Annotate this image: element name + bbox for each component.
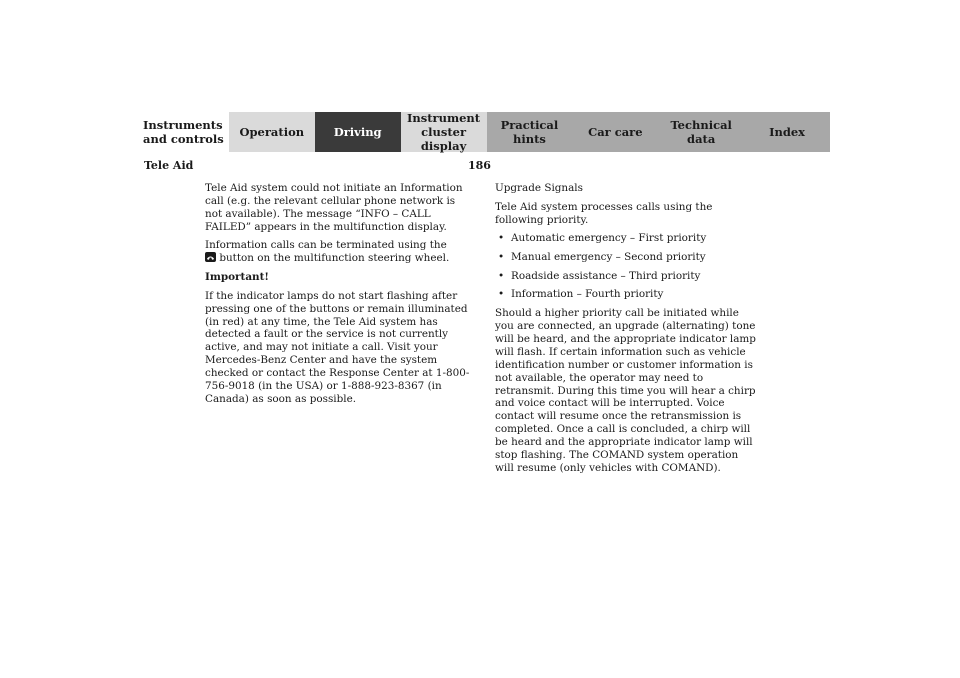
tab-index[interactable]: Index: [744, 112, 830, 152]
page-number: 186: [468, 159, 491, 172]
list-item: [495, 288, 760, 301]
list-item: [495, 251, 760, 264]
paragraph-upgrade-details: Should a higher priority call be initiated while you are connected, an upgrade (alternating) tone will be heard, and the appropriate indicator lamp will flash. If certain information such as vehicle identification number or customer information is not available, the operator may need to retransmit. During this time you will hear a chirp and voice contact will be interrupted. Voice contact will resume once the retransmission is completed. Once a call is concluded, a chirp will be heard and the appropriate indicator lamp will stop flashing. The COMAND system operation will resume (only vehicles with COMAND).: [495, 307, 756, 474]
tab-instruments-and-controls[interactable]: Instruments and controls: [131, 112, 229, 152]
bullet-glyph: •: [498, 251, 505, 264]
paragraph-terminate-call: [205, 239, 470, 265]
tab-technical-data[interactable]: Technical data: [658, 112, 744, 152]
left-column: [205, 182, 470, 412]
section-title: Tele Aid: [144, 159, 194, 172]
paragraph-info-call-failed: Tele Aid system could not initiate an Information call (e.g. the relevant cellular phone network is not available). The message “INFO – CALL FAILED” appears in the multifunction display.: [205, 182, 463, 233]
list-item: [495, 232, 760, 245]
list-item-text: Automatic emergency – First priority: [511, 232, 707, 245]
priority-list: [495, 232, 760, 301]
paragraph-indicator-lamps: If the indicator lamps do not start flashing after pressing one of the buttons or remain illuminated (in red) at any time, the Tele Aid system has detected a fault or the service is not currently active, and may not initiate a call. Visit your Mercedes-Benz Center and have the system checked or contact the Response Center at 1-800-756-9018 (in the USA) or 1-888-923-8367 (in Canada) as soon as possible.: [205, 289, 470, 405]
terminate-call-text-after: button on the multifunction steering wheel.: [219, 252, 450, 265]
tab-driving[interactable]: Driving: [315, 112, 401, 152]
right-column: [495, 182, 760, 481]
chapter-nav: [131, 112, 830, 152]
paragraph-priority-intro: Tele Aid system processes calls using the following priority.: [495, 200, 713, 226]
bullet-glyph: •: [498, 232, 505, 245]
upgrade-signals-heading: Upgrade Signals: [495, 182, 583, 194]
bullet-glyph: •: [498, 269, 505, 282]
list-item-text: Manual emergency – Second priority: [511, 251, 706, 264]
bullet-glyph: •: [498, 288, 505, 301]
list-item-text: Information – Fourth priority: [511, 288, 664, 301]
tab-instrument-cluster-display[interactable]: Instrument cluster display: [401, 112, 487, 152]
list-item: [495, 270, 760, 283]
tab-practical-hints[interactable]: Practical hints: [487, 112, 573, 152]
important-heading: Important!: [205, 271, 269, 284]
terminate-call-text-before: Information calls can be terminated using the: [205, 239, 447, 252]
end-call-icon: [205, 252, 216, 262]
tab-car-care[interactable]: Car care: [572, 112, 658, 152]
list-item-text: Roadside assistance – Third priority: [511, 269, 701, 282]
tab-operation[interactable]: Operation: [229, 112, 315, 152]
